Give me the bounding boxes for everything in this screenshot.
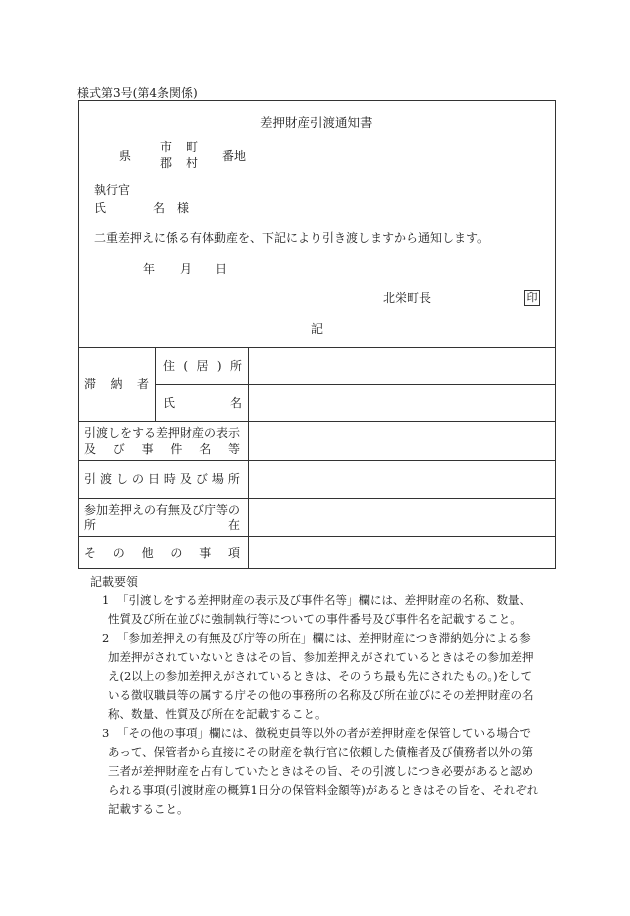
note-number: 3: [102, 726, 110, 740]
address-lot: 番地: [222, 149, 247, 163]
recipient-title: 執行官: [94, 183, 131, 197]
other-matters-label: そ の 他 の 事 項: [84, 546, 240, 560]
notice-text: 二重差押えに係る有体動産を、下記により引き渡しますから通知します。: [94, 231, 490, 245]
property-label-line2: 及 び 事 件 名 等: [84, 442, 240, 456]
address-village: 村: [186, 156, 199, 170]
address-prefecture: 県: [119, 149, 132, 163]
address-label: 住 ( 居 ) 所: [163, 359, 242, 373]
participating-seizure-label-line2: 所 在: [84, 518, 240, 532]
note-line: 「参加差押えの有無及び庁等の所在」欄には、差押財産につき滞納処分による参: [117, 631, 531, 645]
date-year: 年: [143, 262, 156, 276]
recipient-honorific: 様: [177, 201, 190, 215]
recipient-name-char-2: 名: [153, 201, 166, 215]
ki-label: 記: [311, 322, 324, 336]
note-line: られる事項(引渡財産の概算1日分の保管料金額等)があるときはその旨を、それぞれ: [108, 783, 539, 797]
sender-name: 北栄町長: [383, 291, 432, 305]
recipient-name-char-1: 氏: [94, 201, 107, 215]
taxpayer-label: 滞 納 者: [84, 377, 149, 391]
property-label-line1: 引渡しをする差押財産の表示: [84, 426, 241, 440]
note-line: え(2以上の参加差押えがされているときは、そのうち最も先にされたもの。)をして: [108, 669, 533, 683]
address-county: 郡: [160, 156, 173, 170]
delivery-datetime-place-label: 引 渡 し の 日 時 及 び 場 所: [84, 472, 240, 486]
date-month: 月: [180, 262, 193, 276]
note-line: 称、数量、性質及び所在を記載すること。: [108, 707, 327, 721]
seal-mark: 印: [524, 290, 540, 306]
note-number: 1: [102, 593, 110, 607]
note-number: 2: [102, 631, 110, 645]
note-line: あって、保管者から直接にその財産を執行官に依頼した債権者及び債務者以外の第: [108, 745, 534, 759]
note-line: 加差押がされていないときはその旨、参加差押えがされているときはその参加差押: [108, 650, 534, 664]
participating-seizure-label-line1: 参加差押えの有無及び庁等の: [84, 503, 241, 517]
address-town: 町: [186, 140, 199, 154]
note-line: 「引渡しをする差押財産の表示及び事件名等」欄には、差押財産の名称、数量、: [117, 593, 531, 607]
note-line: 記載すること。: [108, 802, 189, 816]
note-line: 三者が差押財産を占有していたときはその旨、その引渡しにつき必要があると認め: [108, 764, 534, 778]
form-label: 様式第3号(第4条関係): [77, 86, 198, 100]
name-label: 氏 名: [163, 396, 242, 410]
note-line: 「その他の事項」欄には、徴税吏員等以外の者が差押財産を保管している場合で: [117, 726, 531, 740]
date-day: 日: [215, 262, 228, 276]
document-title: 差押財産引渡通知書: [260, 115, 373, 130]
notes-heading: 記載要領: [90, 575, 139, 589]
address-city: 市: [160, 140, 173, 154]
note-line: 性質及び所在並びに強制執行等についての事件番号及び事件名を記載すること。: [108, 612, 522, 626]
note-line: いる徴収職員等の属する庁その他の事務所の名称及び所在並びにその差押財産の名: [108, 688, 534, 702]
